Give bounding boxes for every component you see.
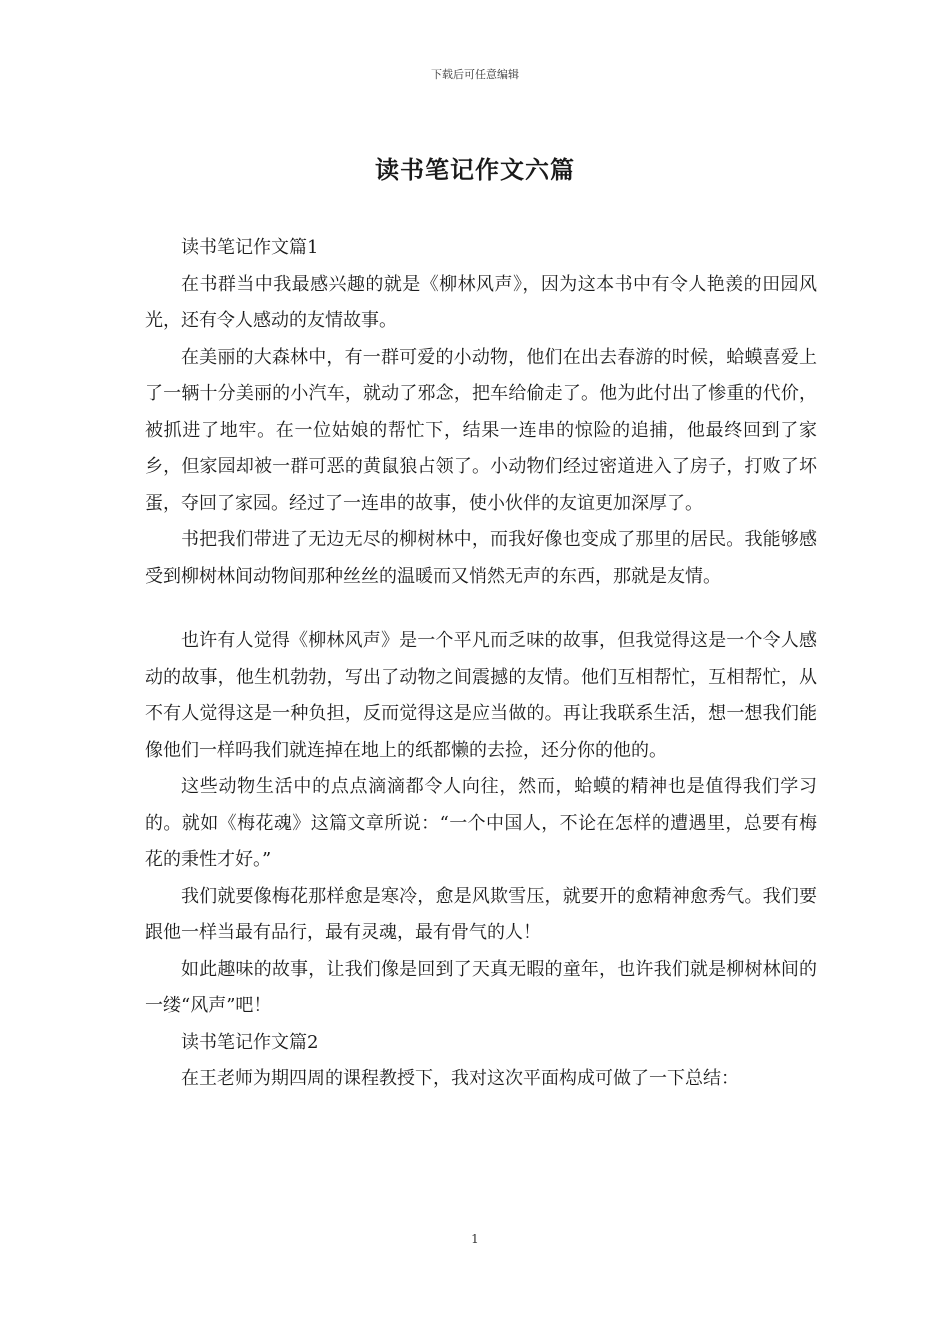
document-title: 读书笔记作文六篇 [375, 155, 575, 184]
paragraph: 如此趣味的故事，让我们像是回到了天真无暇的童年，也许我们就是柳树林间的一缕“风声”吧！ [145, 958, 817, 1016]
paragraph: 我们就要像梅花那样愈是寒冷，愈是风欺雪压，就要开的愈精神愈秀气。我们要跟他一样当最有品行，最有灵魂，最有骨气的人！ [145, 885, 817, 943]
paragraph: 在书群当中我最感兴趣的就是《柳林风声》，因为这本书中有令人艳羡的田园风光，还有令人感动的友情故事。 [145, 273, 817, 331]
section-heading-1: 读书笔记作文篇1 [181, 237, 319, 258]
paragraph: 也许有人觉得《柳林风声》是一个平凡而乏味的故事，但我觉得这是一个令人感动的故事，他生机勃勃，写出了动物之间震撼的友情。他们互相帮忙，互相帮忙，从不有人觉得这是一种负担，反而觉得这是应当做的。再让我联系生活，想一想我们能像他们一样吗我们就连掉在地上的纸都懒的去捡，还分你的他的。 [145, 630, 817, 761]
section-heading-2: 读书笔记作文篇2 [181, 1031, 319, 1053]
page-number: 1 [471, 1232, 479, 1246]
document-body [145, 230, 817, 1098]
page-header: 下载后可任意编辑 [431, 68, 519, 81]
paragraph: 在美丽的大森林中，有一群可爱的小动物，他们在出去春游的时候，蛤蟆喜爱上了一辆十分美丽的小汽车，就动了邪念，把车给偷走了。他为此付出了惨重的代价，被抓进了地牢。在一位姑娘的帮忙下，结果一连串的惊险的追捕，他最终回到了家乡，但家园却被一群可恶的黄鼠狼占领了。小动物们经过密道进入了房子，打败了坏蛋，夺回了家园。经过了一连串的故事，使小伙伴的友谊更加深厚了。 [145, 346, 817, 514]
paragraph: 书把我们带进了无边无尽的柳树林中，而我好像也变成了那里的居民。我能够感受到柳树林间动物间那种丝丝的温暖而又悄然无声的东西，那就是友情。 [145, 529, 817, 587]
paragraph: 这些动物生活中的点点滴滴都令人向往，然而，蛤蟆的精神也是值得我们学习的。就如《梅花魂》这篇文章所说：“一个中国人，不论在怎样的遭遇里，总要有梅花的秉性才好。” [145, 776, 817, 870]
paragraph: 在王老师为期四周的课程教授下，我对这次平面构成可做了一下总结： [181, 1068, 739, 1089]
